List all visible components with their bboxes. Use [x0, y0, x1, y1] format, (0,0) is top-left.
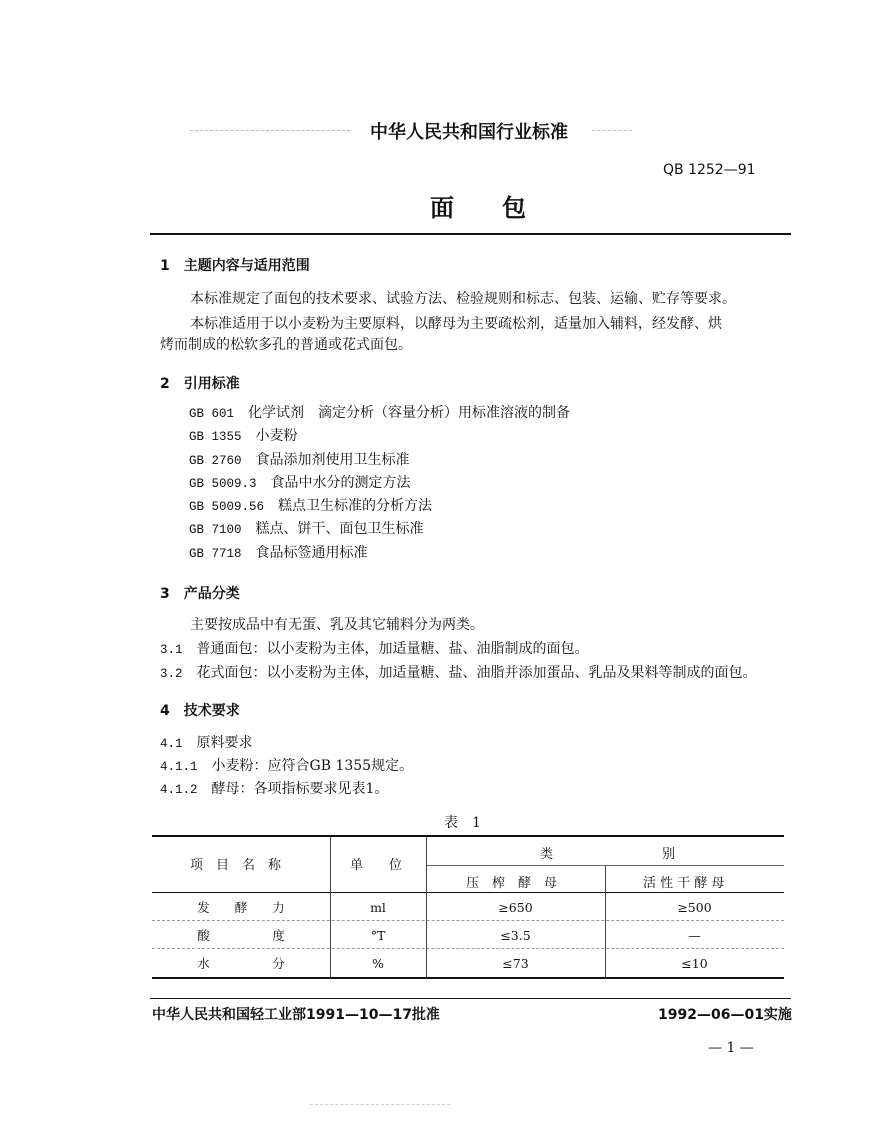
table-top-rule	[152, 835, 784, 837]
reference-item: GB 2760 食品添加剂使用卫生标准	[189, 451, 410, 468]
header-rule-right	[592, 130, 632, 131]
reference-item: GB 7718 食品标签通用标准	[189, 544, 368, 561]
title-divider	[150, 233, 791, 235]
yeast-spec-table	[152, 893, 784, 977]
clause-4-1-1: 4.1.1 小麦粉：应符合GB 1355规定。	[160, 758, 414, 774]
reference-list	[189, 402, 570, 565]
table-caption: 表 1	[444, 815, 481, 831]
table-cell-name: 酸 度	[197, 928, 285, 943]
clause-4-1-2: 4.1.2 酵母：各项指标要求见表1。	[160, 781, 389, 797]
table-header-category-left: 类	[540, 847, 554, 862]
section-3-heading: 3 产品分类	[160, 586, 240, 602]
table-header-category-right: 别	[662, 847, 676, 862]
section-3-2: 3.2 花式面包：以小麦粉为主体，加适量糖、盐、油脂并添加蛋品、乳品及果料等制成的面包。	[160, 665, 757, 681]
table-row	[152, 949, 784, 977]
table-cell-name: 发 酵 力	[197, 900, 285, 915]
reference-item: GB 5009.56 糕点卫生标准的分析方法	[189, 498, 433, 515]
table-header-item: 项 目 名 称	[190, 858, 282, 873]
footer-rule	[150, 998, 791, 999]
header-rule-left	[190, 130, 350, 131]
table-cell-value-1: ≥650	[498, 899, 533, 915]
table-cell-unit: °T	[370, 927, 386, 943]
table-bottom-rule	[152, 977, 784, 979]
table-cell-value-2: ≥500	[677, 899, 712, 915]
section-1-paragraph-1: 本标准规定了面包的技术要求、试验方法、检验规则和标志、包装、运输、贮存等要求。	[190, 291, 736, 307]
bottom-scan-mark	[310, 1104, 450, 1105]
section-2-heading: 2 引用标准	[160, 376, 240, 392]
table-cell-value-1: ≤73	[502, 955, 529, 971]
table-cell-value-2: —	[688, 927, 701, 943]
table-header-unit: 单 位	[350, 858, 403, 873]
reference-item: GB 1355 小麦粉	[189, 428, 298, 445]
document-title: 面 包	[430, 194, 526, 222]
table-subheader-active-dry-yeast: 活 性 干 酵 母	[643, 876, 725, 891]
approval-line: 中华人民共和国轻工业部1991—10—17批准	[152, 1007, 440, 1023]
reference-item: GB 7100 糕点、饼干、面包卫生标准	[189, 521, 424, 538]
agency-title: 中华人民共和国行业标准	[370, 122, 568, 143]
reference-item: GB 5009.3 食品中水分的测定方法	[189, 474, 411, 491]
table-subheader-compressed-yeast: 压 榨 酵 母	[466, 876, 558, 891]
section-1-paragraph-2a: 本标准适用于以小麦粉为主要原料，以酵母为主要疏松剂，适量加入辅料，经发酵、烘	[190, 316, 722, 332]
table-cell-unit: %	[372, 955, 384, 971]
section-1-heading: 1 主题内容与适用范围	[160, 258, 310, 274]
table-cell-unit: ml	[370, 899, 386, 915]
page-number: — 1 —	[708, 1040, 754, 1056]
section-4-heading: 4 技术要求	[160, 703, 240, 719]
table-cell-value-1: ≤3.5	[500, 927, 531, 943]
table-row	[152, 893, 784, 921]
reference-item: GB 601 化学试剂 滴定分析（容量分析）用标准溶液的制备	[189, 405, 571, 421]
section-3-1: 3.1 普通面包：以小麦粉为主体，加适量糖、盐、油脂制成的面包。	[160, 641, 589, 657]
section-3-intro: 主要按成品中有无蛋、乳及其它辅料分为两类。	[190, 617, 484, 633]
table-cell-value-2: ≤10	[681, 955, 708, 971]
section-1-paragraph-2b: 烤而制成的松软多孔的普通或花式面包。	[160, 337, 412, 353]
table-cell-name: 水 分	[197, 956, 285, 971]
standard-code: QB 1252—91	[663, 162, 756, 178]
table-row	[152, 921, 784, 949]
effective-date: 1992—06—01实施	[658, 1007, 792, 1023]
clause-4-1: 4.1 原料要求	[160, 735, 253, 751]
